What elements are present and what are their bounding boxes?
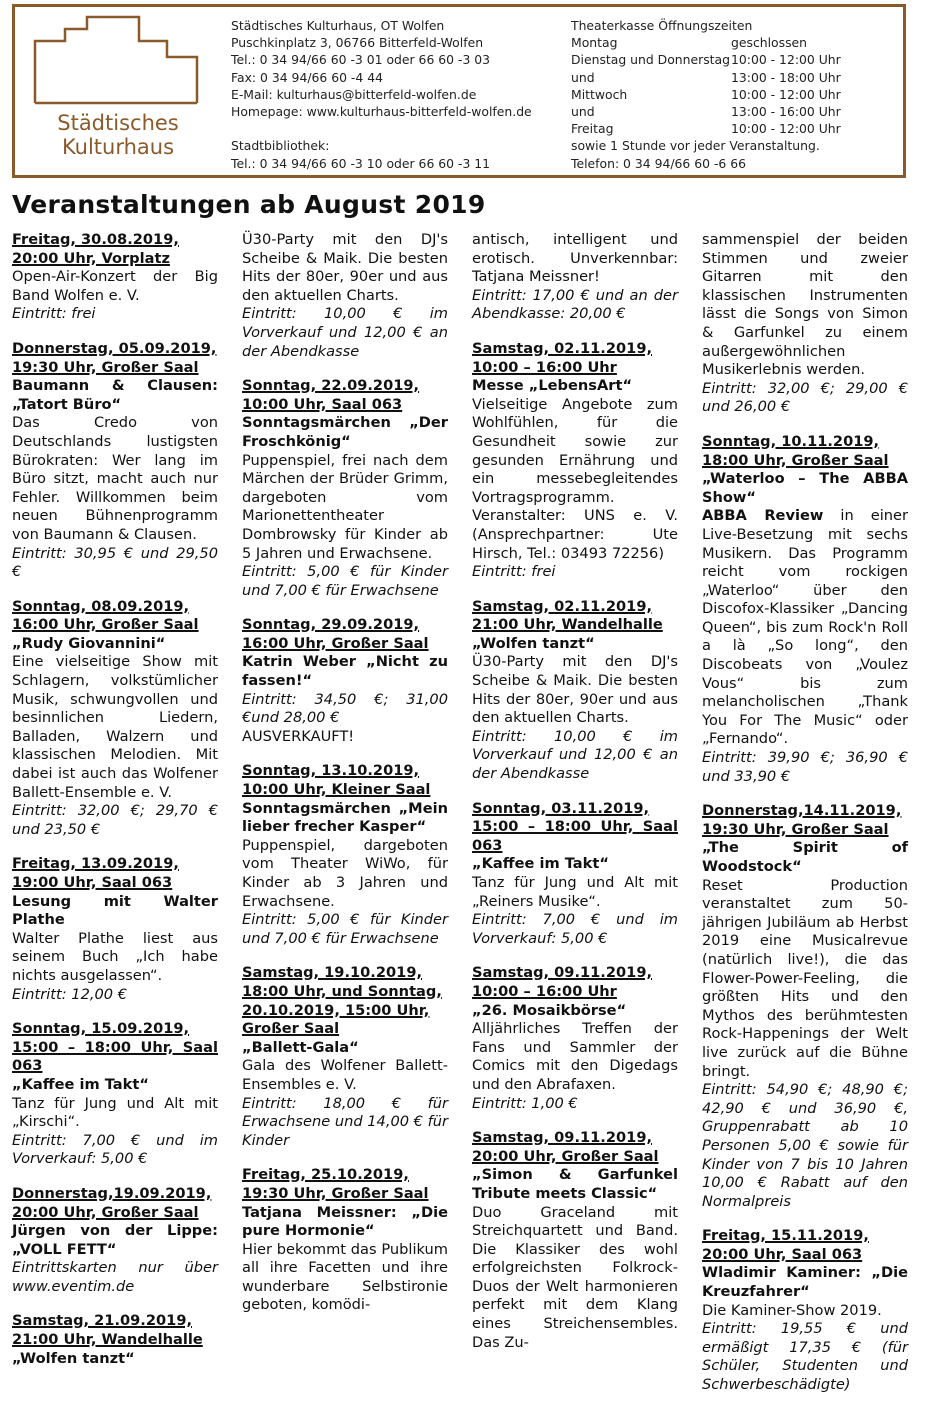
event-date: Sonntag, 13.10.2019, <box>242 762 420 780</box>
event-description-text: sammenspiel der beiden Stimmen und zweier Gitarren mit den klassischen Instrumenten lässt die Songs von Simon & Garfunkel zu einem außergewöhnlichen Musikerlebnis werden. <box>702 231 908 379</box>
event-admission: Eintritt: 32,00 €; 29,00 € und 26,00 € <box>702 379 908 416</box>
contact-info <box>231 17 532 172</box>
event-admission: Eintritt: 18,00 € für Erwachsene und 14,00 € für Kinder <box>242 1094 448 1149</box>
event-title: „26. Mosaikbörse“ <box>472 1001 627 1019</box>
event-listing <box>702 802 908 1211</box>
event-date: 21:00 Uhr, Wandelhalle <box>12 1331 203 1349</box>
event-listing <box>472 800 678 949</box>
event-date: Großer Saal <box>242 1020 340 1038</box>
contact-line: Puschkinplatz 3, 06766 Bitterfeld-Wolfen <box>231 35 484 51</box>
event-listing <box>12 1185 218 1297</box>
event-date: 16:00 Uhr, Großer Saal <box>12 616 199 634</box>
event-description <box>702 507 908 749</box>
event-listing <box>242 377 448 600</box>
event-admission: Eintrittskarten nur über www.eventim.de <box>12 1259 218 1295</box>
event-column-3 <box>472 231 678 1368</box>
contact-line: Tel.: 0 34 94/66 60 -3 10 oder 66 60 -3 11 <box>231 155 491 171</box>
event-description-text: Gala des Wolfener Ballett-Ensembles e. V. <box>242 1057 448 1093</box>
event-date: Sonntag, 22.09.2019, <box>242 377 420 395</box>
event-listing <box>12 340 218 582</box>
event-date: Samstag, 09.11.2019, <box>472 1129 653 1147</box>
event-date: Freitag, 13.09.2019, <box>12 855 179 873</box>
event-description-text: Vielseitige Angebote zum Wohlfühlen, für die Gesundheit sowie zur gesunden Ernährung und ein messebegleitendes Vortragsprogramm. Veranstalter: UNS e. V. (Ansprechpartner: Ute Hirsch, Tel.: 03493 72256) <box>472 395 678 562</box>
hours-day: Montag <box>571 35 618 51</box>
event-admission: Eintritt: 1,00 € <box>472 1094 578 1112</box>
event-date: 16:00 Uhr, Großer Saal <box>242 634 429 652</box>
event-description <box>242 1241 448 1315</box>
event-title: Tatjana Meissner: „Die pure Hormonie“ <box>242 1203 448 1240</box>
contact-line: Städtisches Kulturhaus, OT Wolfen <box>231 18 445 33</box>
event-admission: Eintritt: 5,00 € für Kinder und 7,00 € für Erwachsene <box>242 563 448 599</box>
event-title: „Ballett-Gala“ <box>242 1038 359 1056</box>
event-description-text: Ü30-Party mit den DJ's Scheibe & Maik. Die besten Hits der 80er, 90er und aus den aktuellen Charts. <box>242 231 448 304</box>
contact-line: Stadtbibliothek: <box>231 138 330 154</box>
event-date: Sonntag, 10.11.2019, <box>702 432 880 450</box>
event-admission: Eintritt: 39,90 €; 36,90 € und 33,90 € <box>702 749 908 785</box>
hours-time: geschlossen <box>731 35 808 51</box>
event-title: Sonntagsmärchen „Mein lieber frecher Kasper“ <box>242 799 448 836</box>
event-description <box>702 877 908 1082</box>
event-admission: Eintritt: 10,00 € im Vorverkauf und 12,00 € an der Abendkasse <box>242 305 448 360</box>
event-admission: Eintritt: 54,90 €; 48,90 €; 42,90 € und 36,90 €, Gruppenrabatt ab 10 Personen 5,00 € sowie für Kinder von 7 bis 10 Jahren 10,00 € Rabatt auf den Normalpreis <box>702 1081 908 1210</box>
event-admission: Eintritt: 7,00 € und im Vorverkauf: 5,00 € <box>472 911 678 947</box>
event-description-text: Puppenspiel, frei nach dem Märchen der Brüder Grimm, dargeboten vom Marionettentheater Dombrowsky für Kinder ab 5 Jahren und Erwachsene. <box>242 451 448 562</box>
contact-line: Tel.: 0 34 94/66 60 -3 01 oder 66 60 -3 03 <box>231 52 491 68</box>
event-listing <box>242 964 448 1150</box>
event-listing <box>472 1129 678 1352</box>
hours-time: 10:00 - 12:00 Uhr <box>731 52 841 68</box>
event-title: Lesung mit Walter Plathe <box>12 892 218 929</box>
box-office-title: Theaterkasse Öffnungszeiten <box>571 18 753 33</box>
event-listing <box>472 231 678 324</box>
event-description-text: Open-Air-Konzert der Big Band Wolfen e. V. <box>12 268 218 304</box>
event-description-text: Die Kaminer-Show 2019. <box>702 1301 882 1319</box>
event-listing <box>702 433 908 786</box>
event-admission: Eintritt: 7,00 € und im Vorverkauf: 5,00 € <box>12 1131 218 1168</box>
event-date: Donnerstag,14.11.2019, <box>702 802 902 820</box>
logo-text <box>27 111 209 159</box>
event-date: 10:00 – 16:00 Uhr <box>472 982 617 1000</box>
event-listing <box>242 231 448 361</box>
event-listing <box>472 964 678 1113</box>
event-admission: Eintritt: 30,95 € und 29,50 € <box>12 544 218 581</box>
event-description <box>242 1057 448 1094</box>
box-office-note: sowie 1 Stunde vor jeder Veranstaltung. <box>571 138 820 154</box>
event-description-text: antisch, intelligent und erotisch. Unverkennbar: Tatjana Meissner! <box>472 231 678 286</box>
event-admission: Eintritt: 17,00 € und an der Abendkasse: 20,00 € <box>472 286 678 323</box>
event-date: 20:00 Uhr, Vorplatz <box>12 249 170 267</box>
event-listing <box>12 598 218 840</box>
event-title: „Waterloo – The ABBA Show“ <box>702 470 908 506</box>
event-date: 20:00 Uhr, Saal 063 <box>702 1245 863 1263</box>
event-description <box>12 653 218 802</box>
event-title: „Wolfen tanzt“ <box>12 1349 135 1367</box>
hours-time: 10:00 - 12:00 Uhr <box>731 121 841 137</box>
event-title: „Simon & Garfunkel Tribute meets Classic“ <box>472 1166 678 1202</box>
event-description <box>472 874 678 911</box>
event-date: Samstag, 02.11.2019, <box>472 597 653 615</box>
event-listing <box>12 1020 218 1169</box>
event-title: Baumann & Clausen: „Tatort Büro“ <box>12 377 218 413</box>
event-description <box>242 231 448 305</box>
event-date: Freitag, 15.11.2019, <box>702 1227 869 1245</box>
event-date: Samstag, 02.11.2019, <box>472 339 653 357</box>
event-title: „The Spirit of Woodstock“ <box>702 839 908 875</box>
event-listing <box>472 340 678 582</box>
kulturhaus-logo <box>27 11 222 176</box>
event-date: Sonntag, 03.11.2019, <box>472 799 650 817</box>
hours-row <box>571 34 841 51</box>
hours-day: Dienstag und Donnerstag <box>571 52 730 68</box>
hours-day: Freitag <box>571 121 614 137</box>
event-date: 20.10.2019, 15:00 Uhr, <box>242 1001 430 1019</box>
event-date: 15:00 – 18:00 Uhr, Saal 063 <box>12 1038 218 1075</box>
event-description <box>242 837 448 911</box>
hours-row <box>571 103 841 120</box>
event-admission: Eintritt: 32,00 €; 29,70 € und 23,50 € <box>12 802 218 838</box>
event-column-1 <box>12 231 218 1384</box>
event-description <box>12 414 218 544</box>
event-date: Samstag, 09.11.2019, <box>472 964 653 982</box>
event-admission: Eintritt: 12,00 € <box>12 985 128 1003</box>
event-date: 10:00 – 16:00 Uhr <box>472 358 617 376</box>
event-listing <box>12 855 218 1004</box>
event-title: Messe „LebensArt“ <box>472 377 633 395</box>
hours-day: Mittwoch <box>571 86 628 102</box>
event-status: AUSVERKAUFT! <box>242 727 355 745</box>
event-date: 19:00 Uhr, Saal 063 <box>12 874 173 891</box>
event-description-text: Hier bekommt das Publikum all ihre Facetten und ihre wunderbare Selbstironie geboten, komödi- <box>242 1240 448 1314</box>
event-listing <box>242 616 448 746</box>
hours-row <box>571 86 841 103</box>
event-description <box>702 231 908 380</box>
event-description <box>472 231 678 287</box>
event-date: 18:00 Uhr, und Sonntag, <box>242 982 442 1000</box>
event-description-highlight: ABBA Review <box>702 507 824 525</box>
hours-time: 13:00 - 18:00 Uhr <box>731 69 841 85</box>
event-date: 18:00 Uhr, Großer Saal <box>702 451 889 469</box>
event-admission: Eintritt: 34,50 €; 31,00 €und 28,00 € <box>242 690 448 727</box>
event-date: 19:30 Uhr, Großer Saal <box>12 358 199 376</box>
event-description <box>472 1204 678 1353</box>
event-description-text: Reset Production veranstaltet zum 50-jährigen Jubiläum ab Herbst 2019 eine Musicalrevue (natürlich live!), die das Flower-Power-Feeling, die größten Hits und den Mythos des berühmtesten Rock-Happenings der Welt live zurück auf die Bühne bringt. <box>702 876 908 1080</box>
event-title: „Wolfen tanzt“ <box>472 634 595 652</box>
event-column-2 <box>242 231 448 1331</box>
event-description <box>472 653 678 727</box>
event-date: Freitag, 30.08.2019, <box>12 231 179 248</box>
event-date: Sonntag, 29.09.2019, <box>242 616 420 634</box>
event-listing <box>12 231 218 324</box>
event-date: 19:30 Uhr, Großer Saal <box>242 1184 429 1202</box>
hours-time: 13:00 - 16:00 Uhr <box>731 104 841 120</box>
event-description-text: Puppenspiel, dargeboten vom Theater WiWo, für Kinder ab 3 Jahren und Erwachsene. <box>242 836 448 910</box>
event-description-text: Das Credo von Deutschlands lustigsten Bürokraten: Wer lang im Büro sitzt, macht auch nur Fehler. Willkommen beim neuen Bühnenprogramm von Baumann & Clausen. <box>12 414 218 543</box>
event-admission: Eintritt: 19,55 € und ermäßigt 17,35 € (für Schüler, Studenten und Schwerbeschädigte) <box>702 1320 908 1394</box>
logo-line2: Kulturhaus <box>61 135 175 159</box>
hours-row <box>571 51 841 68</box>
hours-time: 10:00 - 12:00 Uhr <box>731 86 841 102</box>
event-date: 21:00 Uhr, Wandelhalle <box>472 616 663 634</box>
event-description <box>12 1095 218 1132</box>
event-title: Katrin Weber „Nicht zu fassen!“ <box>242 653 448 690</box>
event-title: „Kaffee im Takt“ <box>12 1075 149 1093</box>
event-admission: Eintritt: frei <box>472 563 556 581</box>
event-title: Jürgen von der Lippe: „VOLL FETT“ <box>12 1222 218 1258</box>
event-description-text: Ü30-Party mit den DJ's Scheibe & Maik. Die besten Hits der 80er, 90er und aus den aktuellen Charts. <box>472 653 678 727</box>
header-box <box>12 4 906 178</box>
event-date: 20:00 Uhr, Großer Saal <box>12 1203 199 1221</box>
event-date: 10:00 Uhr, Saal 063 <box>242 395 403 413</box>
event-listing <box>702 231 908 417</box>
contact-line: Homepage: www.kulturhaus-bitterfeld-wolfen.de <box>231 104 532 120</box>
hours-day: und <box>571 69 595 85</box>
event-listing <box>242 762 448 948</box>
event-description-text: Tanz für Jung und Alt mit „Kirschi“. <box>12 1094 218 1131</box>
event-date: Sonntag, 15.09.2019, <box>12 1020 190 1038</box>
event-date: 10:00 Uhr, Kleiner Saal <box>242 781 431 799</box>
event-description <box>472 396 678 563</box>
event-title: Wladimir Kaminer: „Die Kreuzfahrer“ <box>702 1264 908 1301</box>
building-icon <box>27 11 222 111</box>
hours-day: und <box>571 104 595 120</box>
event-date: Donnerstag,19.09.2019, <box>12 1184 212 1202</box>
event-description-text: Duo Graceland mit Streichquartett und Band. Die Klassiker des wohl erfolgreichsten Folkrock-Duos der Welt harmonieren perfekt mit dem Klang eines Streichensembles. Das Zu- <box>472 1203 678 1351</box>
event-date: 15:00 – 18:00 Uhr, Saal 063 <box>472 818 678 854</box>
box-office-hours <box>571 17 841 172</box>
event-listing <box>472 598 678 784</box>
event-description <box>242 452 448 564</box>
event-description-text: Walter Plathe liest aus seinem Buch „Ich habe nichts ausgelassen“. <box>12 929 218 984</box>
event-date: 19:30 Uhr, Großer Saal <box>702 820 889 838</box>
event-description-text: Tanz für Jung und Alt mit „Reiners Musike“. <box>472 874 678 910</box>
contact-line: E-Mail: kulturhaus@bitterfeld-wolfen.de <box>231 86 477 102</box>
event-description <box>12 930 218 986</box>
hours-row <box>571 120 841 137</box>
event-date: 20:00 Uhr, Großer Saal <box>472 1147 659 1165</box>
event-admission: Eintritt: frei <box>12 305 96 323</box>
event-description <box>472 1020 678 1094</box>
event-description <box>702 1302 908 1321</box>
event-listing <box>12 1312 218 1368</box>
contact-spacer <box>231 120 532 137</box>
event-title: „Rudy Giovannini“ <box>12 634 166 652</box>
event-date: Freitag, 25.10.2019, <box>242 1166 409 1184</box>
event-description-text: Eine vielseitige Show mit Schlagern, volkstümlicher Musik, schwungvollen und besinnlichen Liedern, Balladen, Walzern und klassischen Melodien. Mit dabei ist auch das Wolfener Ballett-Ensemble e. V. <box>12 653 218 801</box>
event-date: Donnerstag, 05.09.2019, <box>12 339 217 357</box>
event-date: Samstag, 19.10.2019, <box>242 964 423 982</box>
event-admission: Eintritt: 5,00 € für Kinder und 7,00 € für Erwachsene <box>242 911 448 947</box>
event-description-text: in einer Live-Besetzung mit sechs Musikern. Das Programm reicht vom rockigen „Waterloo“ über den Discofox-Klassiker „Dancing Queen“, bis zum Rock'n Roll a là „So long“, den Discobeats von „Voulez Vous“ bis zum melancholischen „Thank You For The Music“ oder „Fernando“. <box>702 507 909 748</box>
event-date: Sonntag, 08.09.2019, <box>12 597 190 615</box>
event-admission: Eintritt: 10,00 € im Vorverkauf und 12,00 € an der Abendkasse <box>472 727 678 783</box>
page-title: Veranstaltungen ab August 2019 <box>12 190 486 219</box>
event-listing <box>242 1166 448 1315</box>
event-column-4 <box>702 231 908 1411</box>
contact-line: Fax: 0 34 94/66 60 -4 44 <box>231 69 383 85</box>
event-description <box>12 268 218 305</box>
event-listing <box>702 1227 908 1394</box>
event-description-text: Alljährliches Treffen der Fans und Sammler der Comics mit den Digedags und den Abrafaxen. <box>472 1020 678 1093</box>
event-title: „Kaffee im Takt“ <box>472 855 609 873</box>
hours-row <box>571 69 841 86</box>
logo-line1: Städtisches <box>57 111 179 135</box>
event-date: Samstag, 21.09.2019, <box>12 1312 193 1330</box>
box-office-phone: Telefon: 0 34 94/66 60 -6 66 <box>571 155 746 171</box>
event-title: Sonntagsmärchen „Der Froschkönig“ <box>242 414 448 450</box>
